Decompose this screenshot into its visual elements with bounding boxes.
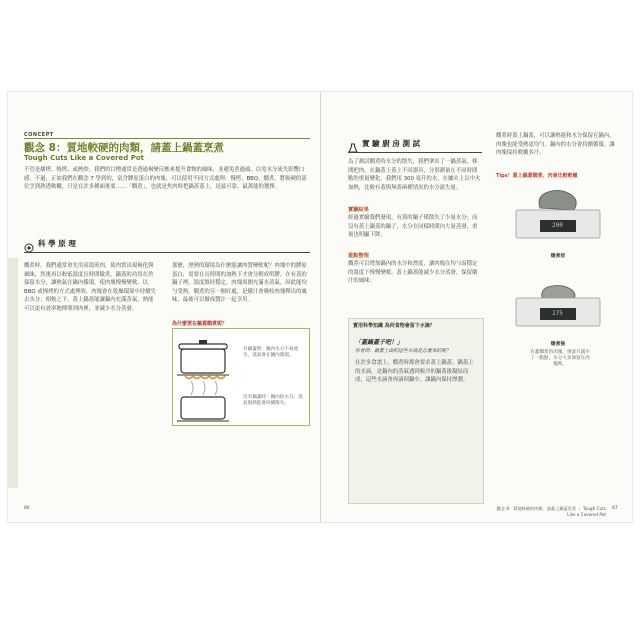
title-rule xyxy=(24,138,310,139)
scale-readout-after: 175 xyxy=(552,310,563,317)
page-number-right: 87 xyxy=(612,506,618,511)
scale-before xyxy=(510,184,606,252)
book-spread xyxy=(8,92,632,522)
section-rule xyxy=(24,252,310,253)
diagram-caption-nolid: 沒有鍋蓋時：鍋內的水分、蒸氣與熱能會持續散失。 xyxy=(243,395,303,406)
scale-readout-before: 200 xyxy=(552,222,563,229)
left-page xyxy=(8,92,321,522)
body-column-1: 燜煮時，我們通常會先用高溫煎肉，使肉質出現褐化與風味，然後再以較低溫度長時間燉煮。鍋蓋的功用在於保留水分，讓熱氣在鍋內循環，使肉塊慢慢變軟。以 BBQ 或慢烤的方式處理時，肉塊會在乾燥環境中持續失去水分；相較之下，蓋上鍋蓋能讓鍋內充滿蒸氣，熱能可以更有效率地傳導到肉裡，並減少水分蒸發。 xyxy=(24,263,156,312)
right-col2-text: 燜煮時蓋上鍋蓋，可以讓熱能和水分保留在鍋內，肉塊也能受熱更均勻。鍋內的水分會持續循環，讓肉塊保持軟嫩多汁。 xyxy=(496,133,615,157)
scale-caption-before: 燉煮前 xyxy=(550,254,566,259)
tip-callout: Tips！蓋上鍋蓋燜煮、肉會比較軟嫩 xyxy=(496,173,578,179)
running-footer: 觀念 8：質地較硬的肉類，請蓋上鍋蓋烹煮 ｜ Tough Cuts Like a Covered Pot xyxy=(496,506,606,517)
scale-after-note: 有蓋燜煮的肉塊，重量只減少了一點點，水分大多保留在肉塊裡。 xyxy=(530,350,590,367)
intro-paragraph: 不管是燉烤、燒烤、或熱炒，我們的目標通常是透過褐變反應來提升食物的風味，並避免煮過頭，以免水分流失影響口感。不過，正如我們在觀念 7 學到的，富含膠原蛋白的肉塊，可以使用不同方式處理：慢烤、BBQ、燜煮，將較硬的部位烹到熟透軟嫩，只是在許多種面後要……「燜煮」，也就是焦肉時把鍋蓋蓋上，是最可靠、最萬能的選擇。 xyxy=(24,167,307,191)
practical-science-box xyxy=(348,318,484,504)
quote-heading: 「蓋鍋蓋子吧！」 xyxy=(355,339,404,346)
margin-rail xyxy=(8,258,18,488)
diagram-caption-lid: 有鍋蓋時：鍋內水分不易流失，蒸氣會在鍋內循環。 xyxy=(243,347,299,358)
takeaway-heading: 重點整理 xyxy=(348,253,369,259)
page-number-left: 86 xyxy=(24,506,30,511)
takeaway-text: 燜煮可以增加鍋內的水分和溼度，讓肉塊在均勻而穩定的溫度下慢慢變軟。蓋上鍋蓋能減少水分蒸發，保留燉汁的風味。 xyxy=(348,261,478,285)
section-title-test-kitchen: 實 驗 廚 房 測 試 xyxy=(362,139,421,148)
scale-after xyxy=(510,272,606,340)
science-icon xyxy=(24,238,34,257)
test-intro: 為了測試燜煮時水分的散失，我們拿出了一鍋蒸氣，移開把肉，在鍋蓋上蓋上不同器具，分別測量在不同時間點的重量變化。我們用 300 毫升的水，在爐火上以中火加熱，比較有蓋與無蓋兩種情況的水分流失量。 xyxy=(348,159,481,191)
quote-body: 在許多食譜上，燜煮時都會要求蓋上鍋蓋。鍋蓋上的水滴，是鍋內的蒸氣遇到較冷的鍋蓋後凝結而成，這些水滴會再滴回鍋中，讓鍋內保持溼潤。 xyxy=(355,360,474,384)
question-title: 為什麼要在鍋蓋燜煮呢？ xyxy=(172,321,228,327)
flask-icon xyxy=(348,138,358,157)
section-title-science: 科 學 原 理 xyxy=(38,239,76,248)
results-text: 經過實驗我們發現，有蓋的鍋子僅散失了少量水分；而沒有蓋上鍋蓋的鍋子，水分在同樣時間內大量蒸發，重量也明顯下降。 xyxy=(348,215,478,239)
box-title: 實用科學知識 為何食物會留下水滴？ xyxy=(353,323,435,329)
chapter-title: 觀念 8：質地較硬的肉類，請蓋上鍋蓋烹煮 xyxy=(24,142,224,154)
chapter-title-en: Tough Cuts Like a Covered Pot xyxy=(24,154,145,162)
scale-caption-after: 燉煮後 xyxy=(550,342,566,347)
quote-subheading: 你會問：鍋蓋上面的這些水滴是怎麼來的呢？ xyxy=(355,349,451,354)
right-page xyxy=(320,92,632,522)
right-section-rule xyxy=(348,152,482,153)
body-column-2: 那麼，溼熱的環境為什麼能讓肉質變軟呢？肉塊中的膠原蛋白，需要在長時間的加熱下才會分解成明膠。在有蓋的鍋子裡，溫度維持穩定，肉塊周圍充滿水蒸氣，因此能均勻受熱。燜煮的另一個好處，是燉汁會吸收肉塊釋出的風味，最後可以做成醬汁一起享用。 xyxy=(172,263,307,304)
pot-diagram xyxy=(172,328,310,426)
concept-label: CONCEPT xyxy=(24,132,54,138)
results-heading: 實驗結果 xyxy=(348,207,369,213)
